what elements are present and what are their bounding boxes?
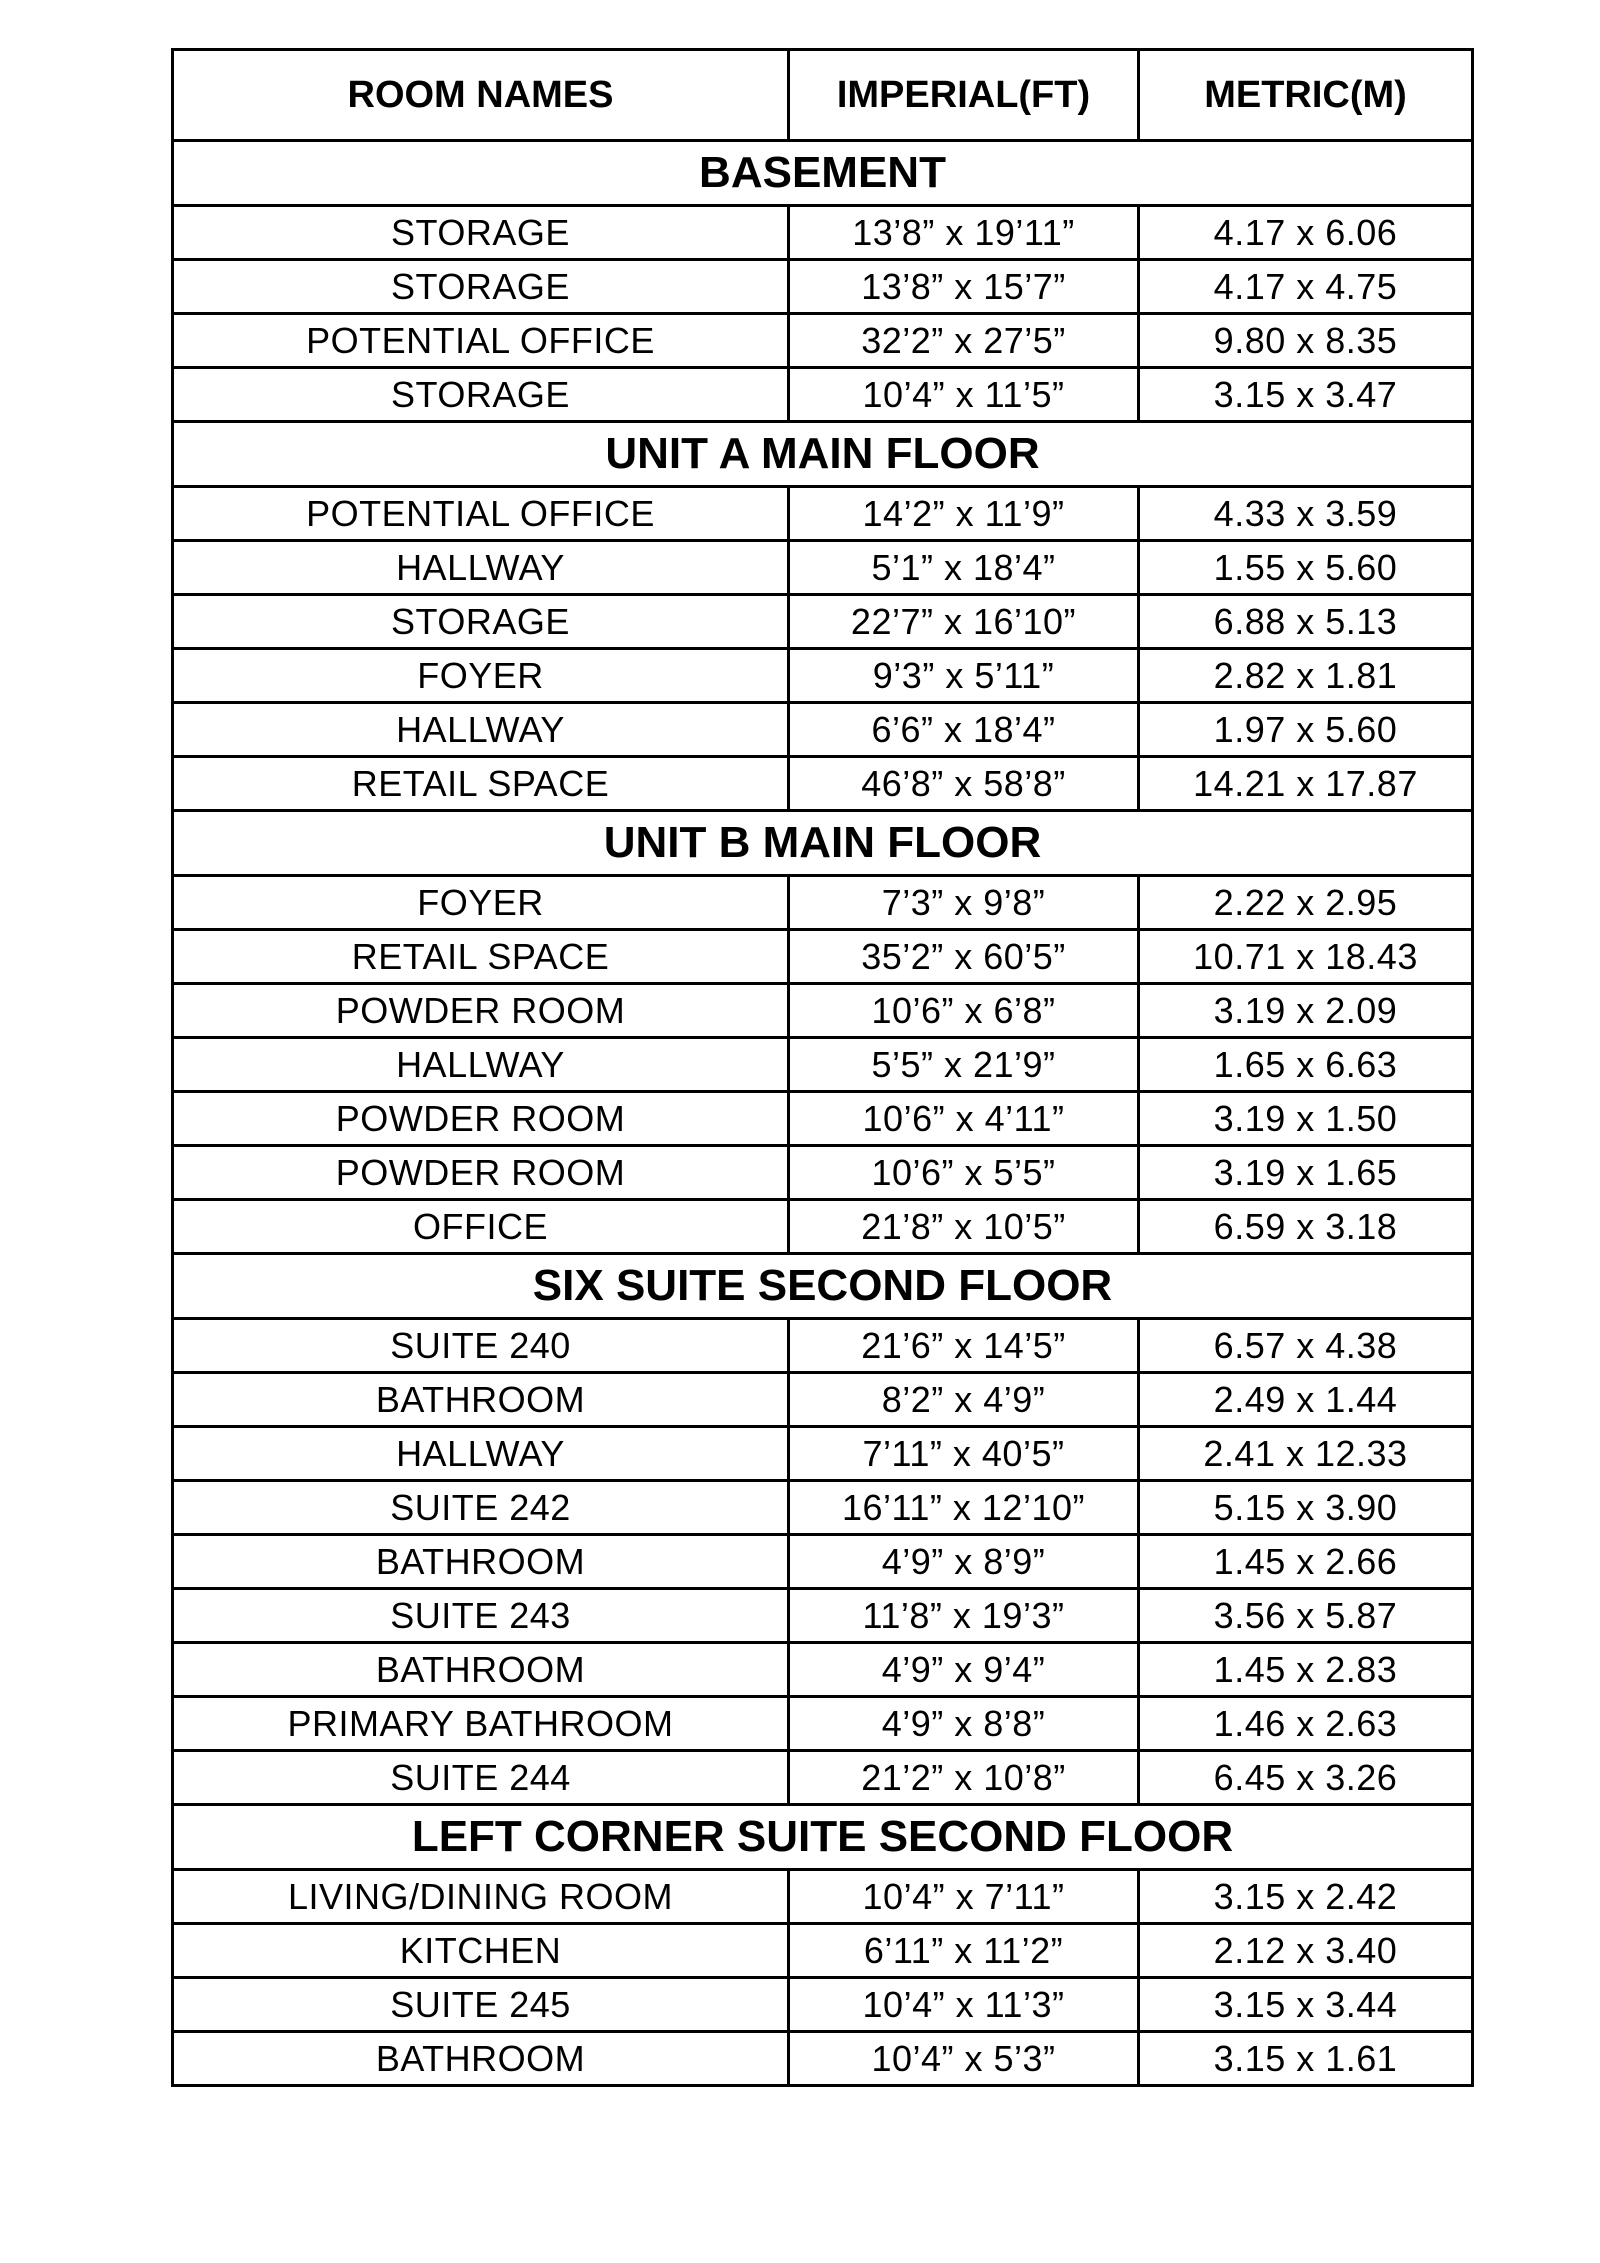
room-name-cell: HALLWAY [173, 1038, 789, 1092]
section-header-row [173, 141, 1473, 206]
metric-cell: 4.17 x 4.75 [1139, 260, 1473, 314]
table-row [173, 1924, 1473, 1978]
table-row [173, 984, 1473, 1038]
room-name-cell: SUITE 244 [173, 1751, 789, 1805]
table-row [173, 595, 1473, 649]
imperial-cell: 21’8” x 10’5” [789, 1200, 1139, 1254]
table-row [173, 703, 1473, 757]
metric-cell: 1.45 x 2.83 [1139, 1643, 1473, 1697]
room-name-cell: POTENTIAL OFFICE [173, 487, 789, 541]
imperial-cell: 10’4” x 11’5” [789, 368, 1139, 422]
metric-cell: 6.88 x 5.13 [1139, 595, 1473, 649]
metric-cell: 1.55 x 5.60 [1139, 541, 1473, 595]
room-name-cell: HALLWAY [173, 703, 789, 757]
metric-cell: 4.33 x 3.59 [1139, 487, 1473, 541]
imperial-cell: 21’2” x 10’8” [789, 1751, 1139, 1805]
imperial-cell: 6’6” x 18’4” [789, 703, 1139, 757]
table-row [173, 2032, 1473, 2086]
table-row [173, 930, 1473, 984]
imperial-cell: 10’4” x 7’11” [789, 1870, 1139, 1924]
section-title: UNIT B MAIN FLOOR [173, 811, 1473, 876]
table-row [173, 1200, 1473, 1254]
room-name-cell: SUITE 243 [173, 1589, 789, 1643]
metric-cell: 5.15 x 3.90 [1139, 1481, 1473, 1535]
imperial-cell: 22’7” x 16’10” [789, 595, 1139, 649]
table-row [173, 1751, 1473, 1805]
header-metric: METRIC(M) [1139, 50, 1473, 141]
metric-cell: 3.19 x 1.50 [1139, 1092, 1473, 1146]
table-row [173, 1643, 1473, 1697]
room-name-cell: RETAIL SPACE [173, 930, 789, 984]
metric-cell: 3.15 x 2.42 [1139, 1870, 1473, 1924]
metric-cell: 2.12 x 3.40 [1139, 1924, 1473, 1978]
imperial-cell: 5’5” x 21’9” [789, 1038, 1139, 1092]
metric-cell: 2.82 x 1.81 [1139, 649, 1473, 703]
imperial-cell: 32’2” x 27’5” [789, 314, 1139, 368]
imperial-cell: 10’6” x 6’8” [789, 984, 1139, 1038]
imperial-cell: 6’11” x 11’2” [789, 1924, 1139, 1978]
metric-cell: 9.80 x 8.35 [1139, 314, 1473, 368]
section-title: BASEMENT [173, 141, 1473, 206]
imperial-cell: 13’8” x 19’11” [789, 206, 1139, 260]
room-name-cell: SUITE 240 [173, 1319, 789, 1373]
metric-cell: 6.59 x 3.18 [1139, 1200, 1473, 1254]
imperial-cell: 10’6” x 4’11” [789, 1092, 1139, 1146]
metric-cell: 1.97 x 5.60 [1139, 703, 1473, 757]
room-name-cell: SUITE 245 [173, 1978, 789, 2032]
room-name-cell: STORAGE [173, 368, 789, 422]
imperial-cell: 16’11” x 12’10” [789, 1481, 1139, 1535]
imperial-cell: 10’4” x 11’3” [789, 1978, 1139, 2032]
metric-cell: 3.19 x 1.65 [1139, 1146, 1473, 1200]
imperial-cell: 7’11” x 40’5” [789, 1427, 1139, 1481]
imperial-cell: 7’3” x 9’8” [789, 876, 1139, 930]
room-name-cell: BATHROOM [173, 1535, 789, 1589]
imperial-cell: 5’1” x 18’4” [789, 541, 1139, 595]
table-row [173, 757, 1473, 811]
table-row [173, 876, 1473, 930]
metric-cell: 3.15 x 3.44 [1139, 1978, 1473, 2032]
metric-cell: 10.71 x 18.43 [1139, 930, 1473, 984]
metric-cell: 3.15 x 1.61 [1139, 2032, 1473, 2086]
section-header-row [173, 1254, 1473, 1319]
metric-cell: 1.46 x 2.63 [1139, 1697, 1473, 1751]
table-row [173, 1319, 1473, 1373]
metric-cell: 6.45 x 3.26 [1139, 1751, 1473, 1805]
imperial-cell: 4’9” x 9’4” [789, 1643, 1139, 1697]
table-row [173, 1535, 1473, 1589]
table-row [173, 1481, 1473, 1535]
metric-cell: 3.19 x 2.09 [1139, 984, 1473, 1038]
table-row [173, 541, 1473, 595]
table-row [173, 1589, 1473, 1643]
metric-cell: 3.15 x 3.47 [1139, 368, 1473, 422]
room-name-cell: BATHROOM [173, 1643, 789, 1697]
section-title: UNIT A MAIN FLOOR [173, 422, 1473, 487]
room-name-cell: SUITE 242 [173, 1481, 789, 1535]
room-name-cell: HALLWAY [173, 541, 789, 595]
table-row [173, 1038, 1473, 1092]
header-row [173, 50, 1473, 141]
header-imperial: IMPERIAL(FT) [789, 50, 1139, 141]
room-name-cell: RETAIL SPACE [173, 757, 789, 811]
room-name-cell: BATHROOM [173, 2032, 789, 2086]
table-row [173, 368, 1473, 422]
imperial-cell: 21’6” x 14’5” [789, 1319, 1139, 1373]
imperial-cell: 4’9” x 8’9” [789, 1535, 1139, 1589]
metric-cell: 4.17 x 6.06 [1139, 206, 1473, 260]
room-name-cell: OFFICE [173, 1200, 789, 1254]
table-row [173, 260, 1473, 314]
imperial-cell: 10’6” x 5’5” [789, 1146, 1139, 1200]
room-name-cell: POTENTIAL OFFICE [173, 314, 789, 368]
room-name-cell: POWDER ROOM [173, 1092, 789, 1146]
table-row [173, 1092, 1473, 1146]
table-row [173, 1427, 1473, 1481]
room-name-cell: HALLWAY [173, 1427, 789, 1481]
table-row [173, 1870, 1473, 1924]
metric-cell: 2.49 x 1.44 [1139, 1373, 1473, 1427]
room-name-cell: BATHROOM [173, 1373, 789, 1427]
metric-cell: 3.56 x 5.87 [1139, 1589, 1473, 1643]
imperial-cell: 13’8” x 15’7” [789, 260, 1139, 314]
imperial-cell: 4’9” x 8’8” [789, 1697, 1139, 1751]
section-header-row [173, 811, 1473, 876]
table-body [173, 50, 1473, 2086]
section-header-row [173, 422, 1473, 487]
room-name-cell: POWDER ROOM [173, 984, 789, 1038]
table-row [173, 487, 1473, 541]
table-row [173, 1697, 1473, 1751]
imperial-cell: 9’3” x 5’11” [789, 649, 1139, 703]
section-title: SIX SUITE SECOND FLOOR [173, 1254, 1473, 1319]
metric-cell: 6.57 x 4.38 [1139, 1319, 1473, 1373]
metric-cell: 1.45 x 2.66 [1139, 1535, 1473, 1589]
imperial-cell: 11’8” x 19’3” [789, 1589, 1139, 1643]
table-row [173, 206, 1473, 260]
table-row [173, 1146, 1473, 1200]
room-name-cell: STORAGE [173, 260, 789, 314]
metric-cell: 2.41 x 12.33 [1139, 1427, 1473, 1481]
room-name-cell: STORAGE [173, 206, 789, 260]
metric-cell: 1.65 x 6.63 [1139, 1038, 1473, 1092]
metric-cell: 14.21 x 17.87 [1139, 757, 1473, 811]
table-row [173, 1978, 1473, 2032]
imperial-cell: 8’2” x 4’9” [789, 1373, 1139, 1427]
room-name-cell: FOYER [173, 876, 789, 930]
room-name-cell: STORAGE [173, 595, 789, 649]
room-name-cell: KITCHEN [173, 1924, 789, 1978]
section-header-row [173, 1805, 1473, 1870]
header-room-names: ROOM NAMES [173, 50, 789, 141]
table-row [173, 649, 1473, 703]
room-name-cell: FOYER [173, 649, 789, 703]
imperial-cell: 14’2” x 11’9” [789, 487, 1139, 541]
section-title: LEFT CORNER SUITE SECOND FLOOR [173, 1805, 1473, 1870]
imperial-cell: 10’4” x 5’3” [789, 2032, 1139, 2086]
table-row [173, 1373, 1473, 1427]
room-name-cell: PRIMARY BATHROOM [173, 1697, 789, 1751]
imperial-cell: 35’2” x 60’5” [789, 930, 1139, 984]
room-dimensions-table [171, 48, 1474, 2087]
metric-cell: 2.22 x 2.95 [1139, 876, 1473, 930]
imperial-cell: 46’8” x 58’8” [789, 757, 1139, 811]
room-name-cell: POWDER ROOM [173, 1146, 789, 1200]
table-row [173, 314, 1473, 368]
room-name-cell: LIVING/DINING ROOM [173, 1870, 789, 1924]
